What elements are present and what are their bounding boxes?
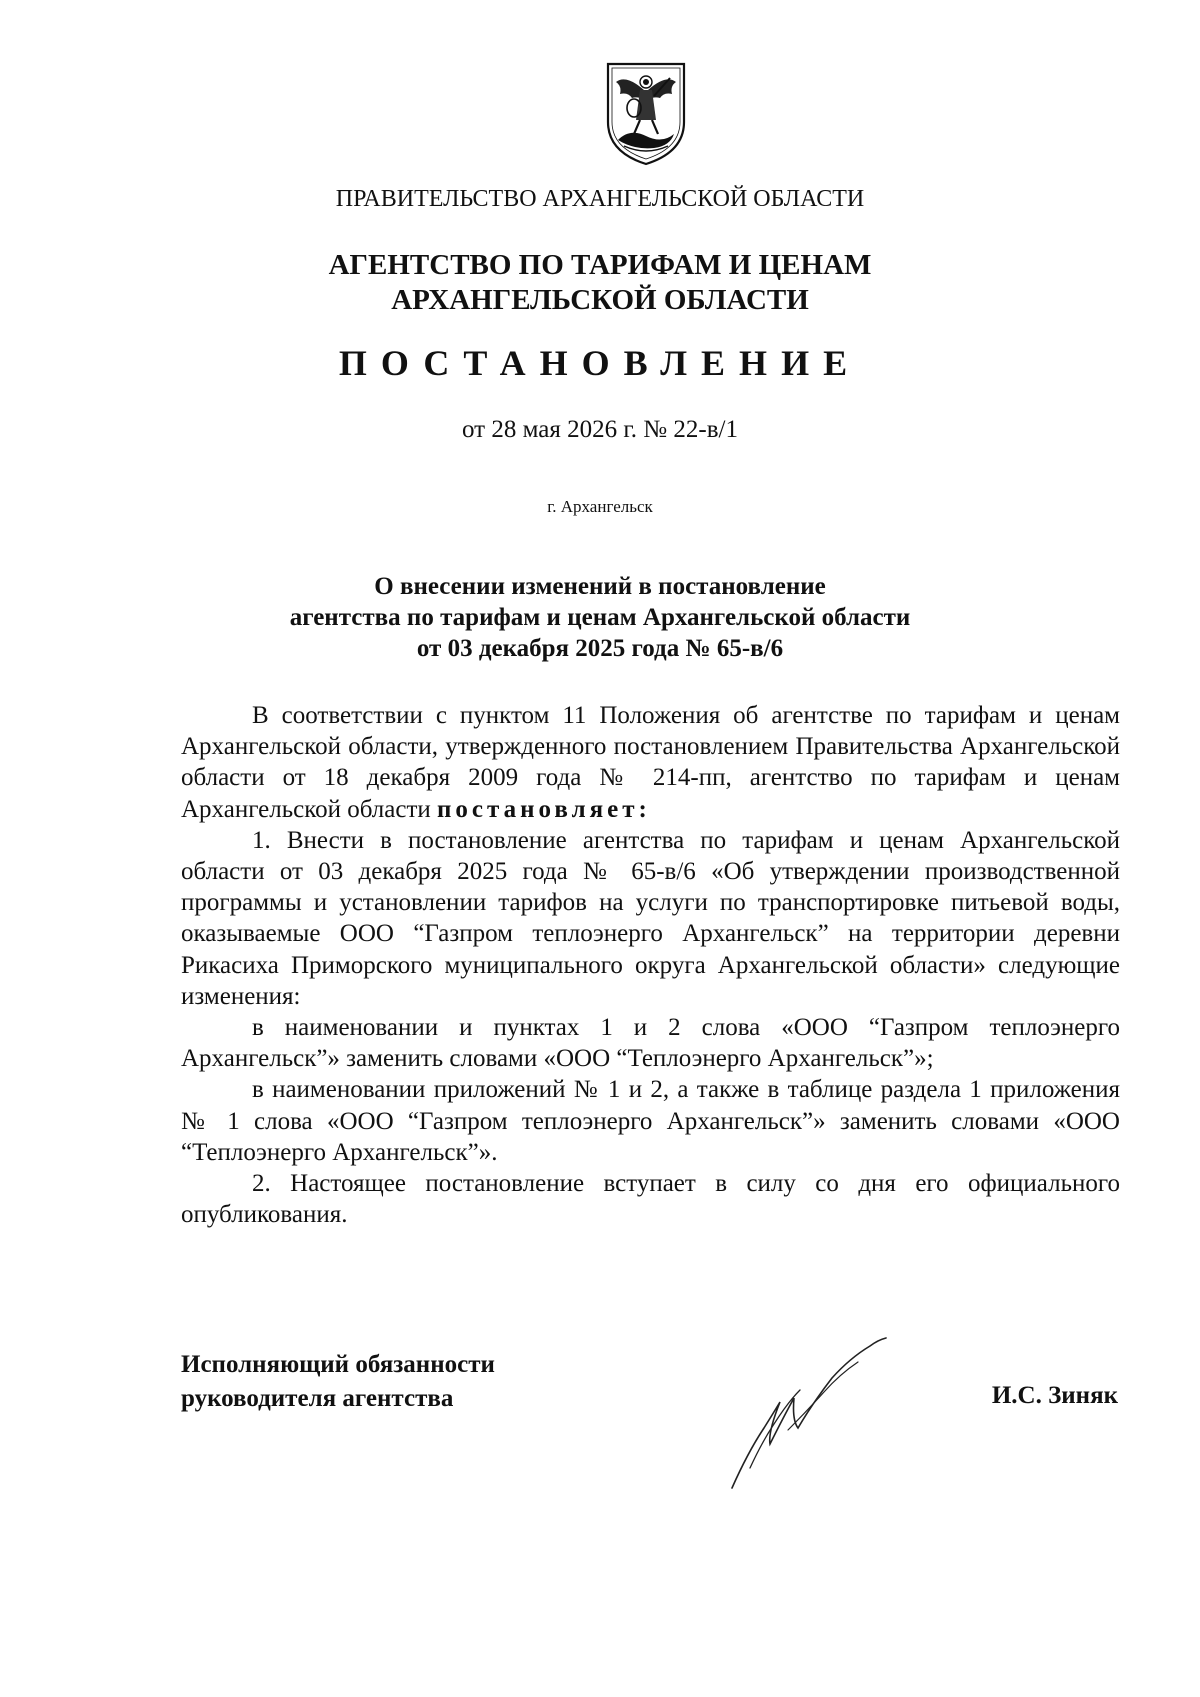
position-line: Исполняющий обязанности xyxy=(181,1351,495,1378)
title-line: О внесении изменений в постановление xyxy=(374,573,826,600)
signatory-position xyxy=(181,1348,495,1416)
agency-name xyxy=(0,248,1200,318)
handwritten-signature-icon xyxy=(728,1332,913,1492)
document-body xyxy=(181,700,1120,1230)
item-1-paragraph: 1. Внести в постановление агентства по тарифам и ценам Архангельской области от 03 декабря 2025 года № 65-в/6 «Об утверждении производственной программы и установлении тарифов на услуги по транспортировке питьевой воды, оказываемые ООО “Газпром теплоэнерго Архангельск” на территории деревни Рикасиха Приморского муниципального округа Архангельской области» следующие изменения: xyxy=(181,826,1120,1010)
document-date-number: от 28 мая 2026 г. № 22-в/1 xyxy=(462,416,738,443)
position-line: руководителя агентства xyxy=(181,1385,454,1412)
preamble-text: В соответствии с пунктом 11 Положения об агентстве по тарифам и ценам Архангельской области, утвержденного постановлением Правительства Архангельской области от 18 декабря 2009 года № 214-пп, агентство по тарифам и ценам Архангельской области xyxy=(181,702,1120,823)
document-title xyxy=(0,571,1200,664)
title-line: агентства по тарифам и ценам Архангельской области xyxy=(289,604,911,631)
signatory-name: И.С. Зиняк xyxy=(991,1382,1118,1409)
item-1-sub-2-paragraph: в наименовании приложений № 1 и 2, а также в таблице раздела 1 приложения № 1 слова «ООО “Газпром теплоэнерго Архангельск”» заменить словами «ООО “Теплоэнерго Архангельск”». xyxy=(181,1076,1120,1166)
document-type: ПОСТАНОВЛЕНИЕ xyxy=(338,343,862,383)
title-line: от 03 декабря 2025 года № 65-в/6 xyxy=(416,635,784,662)
agency-name-line: АГЕНТСТВО ПО ТАРИФАМ И ЦЕНАМ xyxy=(328,249,872,281)
agency-name-line: АРХАНГЕЛЬСКОЙ ОБЛАСТИ xyxy=(391,284,809,316)
preamble-paragraph xyxy=(181,700,1120,825)
item-2-paragraph: 2. Настоящее постановление вступает в силу со дня его официального опубликования. xyxy=(181,1170,1120,1229)
preamble-action: постановляет: xyxy=(437,795,651,823)
coat-of-arms-icon xyxy=(604,60,688,168)
document-city: г. Архангельск xyxy=(547,497,653,516)
government-name: ПРАВИТЕЛЬСТВО АРХАНГЕЛЬСКОЙ ОБЛАСТИ xyxy=(335,186,865,212)
item-1-sub-1-paragraph: в наименовании и пунктах 1 и 2 слова «ООО “Газпром теплоэнерго Архангельск”» заменить словами «ООО “Теплоэнерго Архангельск”»; xyxy=(181,1014,1120,1073)
